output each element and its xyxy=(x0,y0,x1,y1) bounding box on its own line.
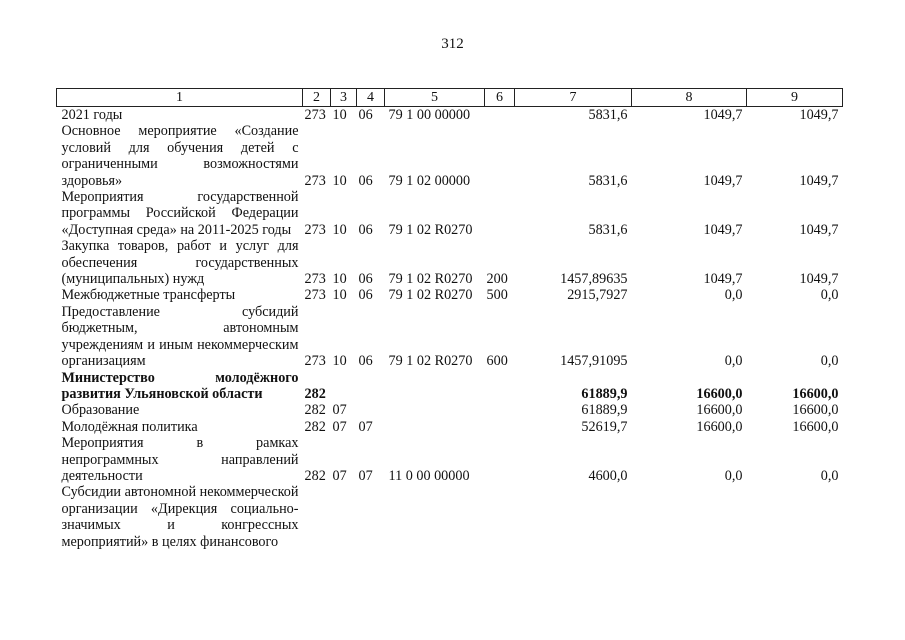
row-target-article xyxy=(385,484,485,550)
row-subsection-code xyxy=(357,484,385,550)
table-row xyxy=(57,304,843,370)
row-amount-col7: 1457,89635 xyxy=(560,271,628,288)
row-subsection-code: 07 xyxy=(358,467,373,484)
row-subsection-code: 06 xyxy=(358,287,373,304)
row-amount-col8: 0,0 xyxy=(724,467,743,484)
header-cell-4: 4 xyxy=(357,89,385,107)
row-expense-type xyxy=(485,402,515,418)
row-name: Образование xyxy=(61,402,140,419)
table-row xyxy=(57,435,843,484)
row-amount-col9: 1049,7 xyxy=(799,221,839,238)
row-amount-col9: 1049,7 xyxy=(799,172,839,189)
row-expense-type xyxy=(485,107,515,124)
budget-table xyxy=(56,88,843,550)
row-expense-type xyxy=(485,435,515,484)
row-target-article: 79 1 02 00000 xyxy=(388,172,471,189)
row-amount-col8: 1049,7 xyxy=(703,221,743,238)
row-admin-code: 273 xyxy=(304,107,326,123)
row-target-article: 79 1 02 R0270 xyxy=(388,353,473,370)
row-amount-col7: 4600,0 xyxy=(588,467,628,484)
row-section-code xyxy=(331,370,357,403)
row-subsection-code xyxy=(357,402,385,418)
page-number: 312 xyxy=(441,36,464,52)
table-row xyxy=(57,419,843,435)
row-expense-type xyxy=(485,370,515,403)
table-row xyxy=(57,123,843,189)
row-name: Закупка товаров, работ и услуг для обеспечения государственных (муниципальных) нужд xyxy=(61,238,299,288)
header-cell-6: 6 xyxy=(485,89,515,107)
row-target-article xyxy=(385,419,485,435)
table-header xyxy=(57,89,843,107)
header-cell-1: 1 xyxy=(57,89,303,107)
row-name: Министерство молодёжного развития Ульяновской области xyxy=(61,369,299,402)
row-amount-col9: 0,0 xyxy=(820,353,839,370)
row-section-code: 10 xyxy=(332,353,347,370)
row-name: 2021 годы xyxy=(61,107,123,123)
row-target-article: 79 1 02 R0270 xyxy=(388,271,473,288)
row-name: Мероприятия в рамках непрограммных направлений деятельности xyxy=(61,435,299,484)
row-subsection-code: 06 xyxy=(358,353,373,370)
row-expense-type: 200 xyxy=(486,271,508,288)
header-cell-5: 5 xyxy=(385,89,485,107)
row-amount-col9: 0,0 xyxy=(820,467,839,484)
row-amount-col7: 5831,6 xyxy=(588,172,628,189)
row-admin-code xyxy=(303,484,331,550)
row-amount-col9: 16600,0 xyxy=(792,385,839,402)
row-amount-col7: 61889,9 xyxy=(581,385,628,402)
row-target-article: 79 1 02 R0270 xyxy=(388,287,473,304)
row-target-article xyxy=(385,370,485,403)
table-row xyxy=(57,484,843,550)
row-section-code: 10 xyxy=(332,221,347,238)
row-expense-type: 600 xyxy=(486,353,508,370)
row-section-code: 07 xyxy=(332,418,347,435)
row-section-code: 07 xyxy=(332,402,347,419)
row-target-article: 79 1 02 R0270 xyxy=(388,221,473,238)
row-expense-type xyxy=(485,189,515,238)
row-amount-col8: 0,0 xyxy=(724,353,743,370)
table-body xyxy=(57,107,843,550)
row-subsection-code xyxy=(357,370,385,403)
header-cell-9: 9 xyxy=(747,89,843,107)
row-amount-col9: 1049,7 xyxy=(799,107,839,123)
header-row xyxy=(57,89,843,107)
row-section-code xyxy=(331,484,357,550)
row-subsection-code: 06 xyxy=(358,221,373,238)
row-amount-col9: 1049,7 xyxy=(799,271,839,288)
row-amount-col8: 0,0 xyxy=(724,287,743,304)
row-admin-code: 273 xyxy=(304,353,326,370)
row-amount-col9: 16600,0 xyxy=(792,418,839,435)
row-amount-col7 xyxy=(515,484,632,550)
row-expense-type: 500 xyxy=(486,287,508,304)
row-amount-col7: 5831,6 xyxy=(588,107,628,123)
table-row xyxy=(57,189,843,238)
row-target-article: 11 0 00 00000 xyxy=(388,467,470,484)
row-amount-col7: 5831,6 xyxy=(588,221,628,238)
row-amount-col7: 52619,7 xyxy=(581,418,628,435)
row-subsection-code: 06 xyxy=(358,271,373,288)
row-admin-code: 273 xyxy=(304,221,326,238)
header-cell-2: 2 xyxy=(303,89,331,107)
row-name: Межбюджетные трансферты xyxy=(61,287,236,304)
row-amount-col9: 16600,0 xyxy=(792,402,839,419)
row-target-article xyxy=(385,402,485,418)
table-row xyxy=(57,107,843,124)
table-row xyxy=(57,238,843,287)
row-subsection-code: 07 xyxy=(358,418,373,435)
row-admin-code: 282 xyxy=(304,467,326,484)
row-admin-code: 273 xyxy=(304,172,326,189)
table-row xyxy=(57,402,843,418)
row-section-code: 10 xyxy=(332,107,347,123)
row-amount-col7: 2915,7927 xyxy=(567,287,628,304)
row-admin-code: 273 xyxy=(304,271,326,288)
row-amount-col7: 1457,91095 xyxy=(560,353,628,370)
row-expense-type xyxy=(485,419,515,435)
row-amount-col8: 16600,0 xyxy=(696,418,743,435)
row-name: Основное мероприятие «Создание условий для обучения детей с ограниченными возможностями здоровья» xyxy=(61,123,299,189)
row-amount-col8: 16600,0 xyxy=(696,385,743,402)
row-expense-type xyxy=(485,123,515,189)
row-name: Молодёжная политика xyxy=(61,418,198,435)
row-admin-code: 282 xyxy=(304,418,326,435)
row-section-code: 10 xyxy=(332,271,347,288)
header-cell-8: 8 xyxy=(632,89,747,107)
row-subsection-code: 06 xyxy=(358,172,373,189)
row-amount-col8: 1049,7 xyxy=(703,107,743,123)
header-cell-7: 7 xyxy=(515,89,632,107)
table-row xyxy=(57,370,843,403)
row-amount-col8: 1049,7 xyxy=(703,172,743,189)
header-cell-3: 3 xyxy=(331,89,357,107)
row-target-article: 79 1 00 00000 xyxy=(388,107,471,123)
row-section-code: 07 xyxy=(332,467,347,484)
row-name: Предоставление субсидий бюджетным, автономным учреждениям и иным некоммерческим организациям xyxy=(61,303,299,370)
row-amount-col7: 61889,9 xyxy=(581,402,628,419)
row-name: Субсидии автономной некоммерческой организации «Дирекция социально-значимых и конгрессных мероприятий» в целях финансового xyxy=(61,484,299,550)
table-row xyxy=(57,287,843,303)
row-amount-col9: 0,0 xyxy=(820,287,839,304)
row-section-code: 10 xyxy=(332,172,347,189)
row-amount-col8: 16600,0 xyxy=(696,402,743,419)
row-subsection-code: 06 xyxy=(358,107,373,123)
row-admin-code: 273 xyxy=(304,287,326,304)
row-admin-code: 282 xyxy=(304,385,326,402)
row-name: Мероприятия государственной программы Российской Федерации «Доступная среда» на 2011-2025 годы xyxy=(61,189,299,238)
row-section-code: 10 xyxy=(332,287,347,304)
row-admin-code: 282 xyxy=(304,402,326,419)
row-amount-col8 xyxy=(632,484,747,550)
row-expense-type xyxy=(485,484,515,550)
row-amount-col9 xyxy=(747,484,843,550)
row-amount-col8: 1049,7 xyxy=(703,271,743,288)
